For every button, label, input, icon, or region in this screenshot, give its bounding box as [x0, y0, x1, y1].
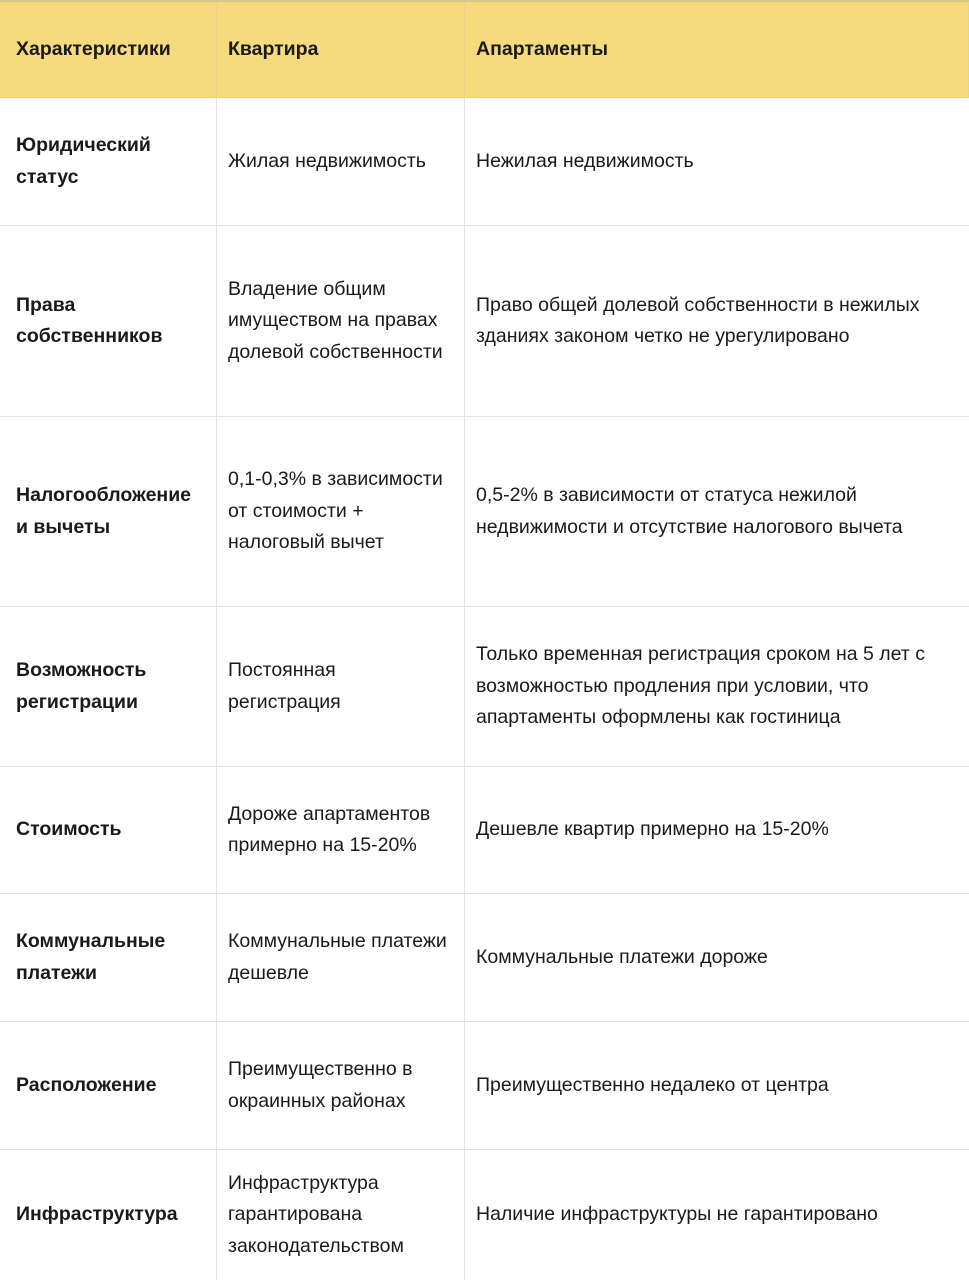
header-characteristics: Характеристики	[0, 2, 217, 97]
row-label: Стоимость	[0, 767, 217, 893]
header-flat: Квартира	[217, 2, 465, 97]
apartments-value: 0,5-2% в зависимости от статуса нежилой недвижимости и отсутствие налогового вычета	[476, 484, 903, 538]
row-label: Возможность регистрации	[0, 607, 217, 766]
flat-value: Инфраструктура гарантирована законодательством	[217, 1150, 465, 1280]
apartments-value: Нежилая недвижимость	[476, 149, 694, 172]
table-row-owner-rights	[0, 226, 969, 417]
apartments-value: Наличие инфраструктуры не гарантировано	[476, 1203, 878, 1226]
flat-value: Дороже апартаментов примерно на 15-20%	[217, 767, 465, 893]
table-row-infrastructure	[0, 1150, 969, 1280]
row-label: Налогообложение и вычеты	[0, 417, 217, 606]
flat-value: Коммунальные платежи дешевле	[217, 894, 465, 1021]
flat-value: 0,1-0,3% в зависимости от стоимости + налоговый вычет	[217, 417, 465, 606]
flat-value: Преимущественно в окраинных районах	[217, 1022, 465, 1149]
row-label: Коммунальные платежи	[0, 894, 217, 1021]
row-label: Юридический статус	[0, 98, 217, 225]
table-header-row	[0, 2, 969, 98]
table-row-taxation	[0, 417, 969, 607]
table-row-registration	[0, 607, 969, 767]
row-label: Расположение	[0, 1022, 217, 1149]
apartments-value: Коммунальные платежи дороже	[476, 945, 768, 968]
apartments-value: Дешевле квартир примерно на 15-20%	[476, 818, 829, 841]
table-row-legal-status	[0, 98, 969, 226]
table-row-location	[0, 1022, 969, 1150]
flat-value: Постоянная регистрация	[217, 607, 465, 766]
row-label: Инфраструктура	[0, 1150, 217, 1280]
table-row-utilities	[0, 894, 969, 1022]
apartments-value: Преимущественно недалеко от центра	[476, 1073, 829, 1096]
table-row-cost	[0, 767, 969, 894]
flat-value: Жилая недвижимость	[217, 98, 465, 225]
header-apartments: Апартаменты	[465, 2, 969, 97]
flat-value: Владение общим имуществом на правах долевой собственности	[217, 226, 465, 416]
apartments-value: Право общей долевой собственности в нежилых зданиях законом четко не урегулировано	[476, 293, 920, 347]
row-label: Права собственников	[0, 226, 217, 416]
apartments-value: Только временная регистрация сроком на 5 лет с возможностью продления при условии, что апартаменты оформлены как гостиница	[476, 643, 925, 729]
